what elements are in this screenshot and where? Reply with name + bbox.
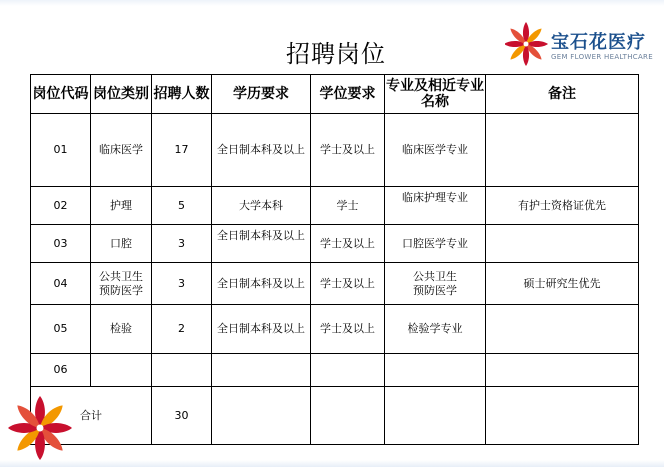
cell-remark	[486, 114, 639, 187]
cell-code: 06	[31, 354, 91, 387]
cell-count: 3	[152, 225, 212, 263]
table-row	[31, 354, 639, 387]
cell-remark	[486, 354, 639, 387]
bottom-border-strip	[0, 460, 664, 467]
cell-education: 全日制本科及以上	[212, 305, 311, 354]
gem-flower-logo	[505, 20, 655, 72]
cell-remark: 硕士研究生优先	[486, 263, 639, 305]
cell-degree: 学士	[311, 187, 385, 225]
total-row	[31, 387, 639, 445]
total-label: 合计	[31, 387, 152, 445]
cell-remark	[486, 225, 639, 263]
cell-degree: 学士及以上	[311, 263, 385, 305]
table-row	[31, 263, 639, 305]
cell-code: 01	[31, 114, 91, 187]
cell-major: 公共卫生 预防医学	[385, 263, 486, 305]
cell-code: 05	[31, 305, 91, 354]
gem-flower-icon	[505, 20, 549, 72]
cell-education	[212, 354, 311, 387]
header-row	[31, 75, 639, 114]
page-title: 招聘岗位	[286, 40, 386, 68]
top-border-strip	[0, 0, 664, 6]
header-degree: 学位要求	[311, 75, 385, 114]
table-row	[31, 305, 639, 354]
cell-category: 护理	[91, 187, 152, 225]
cell-category: 公共卫生 预防医学	[91, 263, 152, 305]
cell-code: 02	[31, 187, 91, 225]
cell-category	[91, 354, 152, 387]
header-code: 岗位代码	[31, 75, 91, 114]
cell-major: 检验学专业	[385, 305, 486, 354]
cell-major: 临床护理专业	[385, 187, 486, 225]
cell-category: 检验	[91, 305, 152, 354]
cell-category: 临床医学	[91, 114, 152, 187]
cell-education: 全日制本科及以上	[212, 225, 311, 263]
gem-flower-watermark-icon	[6, 392, 76, 464]
cell-education: 全日制本科及以上	[212, 114, 311, 187]
logo-name-cn: 宝石花医疗	[551, 32, 646, 53]
cell-education: 全日制本科及以上	[212, 263, 311, 305]
cell-empty	[486, 387, 639, 445]
header-major: 专业及相近专业名称	[385, 75, 486, 114]
cell-major	[385, 354, 486, 387]
cell-count: 2	[152, 305, 212, 354]
cell-empty	[311, 387, 385, 445]
header-count: 招聘人数	[152, 75, 212, 114]
cell-count: 17	[152, 114, 212, 187]
cell-code: 03	[31, 225, 91, 263]
logo-name-en: GEM FLOWER HEALTHCARE	[551, 53, 653, 61]
cell-major: 口腔医学专业	[385, 225, 486, 263]
header-education: 学历要求	[212, 75, 311, 114]
header-remark: 备注	[486, 75, 639, 114]
cell-count	[152, 354, 212, 387]
recruitment-table	[30, 74, 639, 445]
cell-degree: 学士及以上	[311, 114, 385, 187]
cell-remark: 有护士资格证优先	[486, 187, 639, 225]
header-category: 岗位类别	[91, 75, 152, 114]
cell-degree	[311, 354, 385, 387]
cell-count: 3	[152, 263, 212, 305]
cell-empty	[385, 387, 486, 445]
total-count: 30	[152, 387, 212, 445]
cell-remark	[486, 305, 639, 354]
cell-code: 04	[31, 263, 91, 305]
cell-empty	[212, 387, 311, 445]
cell-education: 大学本科	[212, 187, 311, 225]
table-row	[31, 187, 639, 225]
cell-degree: 学士及以上	[311, 225, 385, 263]
table-row	[31, 225, 639, 263]
cell-count: 5	[152, 187, 212, 225]
table-row	[31, 114, 639, 187]
cell-degree: 学士及以上	[311, 305, 385, 354]
cell-category: 口腔	[91, 225, 152, 263]
cell-major: 临床医学专业	[385, 114, 486, 187]
